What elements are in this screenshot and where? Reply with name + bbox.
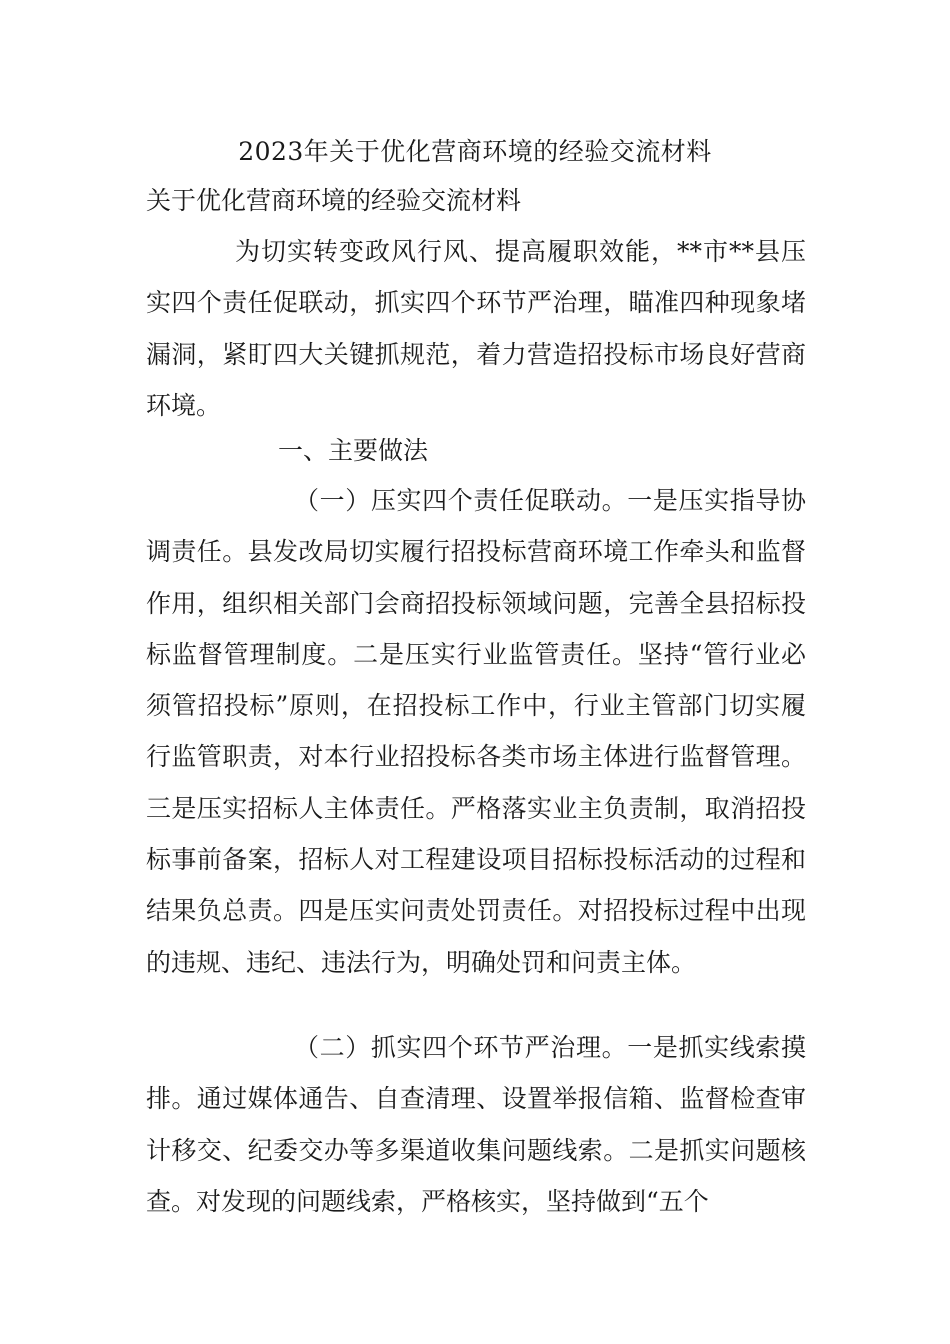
document-title: 2023年关于优化营商环境的经验交流材料 xyxy=(238,137,712,166)
paragraph-one: （一）压实四个责任促联动。一是压实指导协调责任。县发改局切实履行招投标营商环境工作牵头和监督作用，组织相关部门会商招投标领域问题，完善全县招标投标监督管理制度。二是压实行业监管责任。坚持“管行业必须管招投标”原则，在招投标工作中，行业主管部门切实履行监管职责，对本行业招投标各类市场主体进行监督管理。三是压实招标人主体责任。严格落实业主负责制，取消招投标事前备案，招标人对工程建设项目招标投标活动的过程和结果负总责。四是压实问责处罚责任。对招投标过程中出现的违规、违纪、违法行为，明确处罚和问责主体。 xyxy=(146,486,806,977)
paragraph-two: （二）抓实四个环节严治理。一是抓实线索摸排。通过媒体通告、自查清理、设置举报信箱、监督检查审计移交、纪委交办等多渠道收集问题线索。二是抓实问题核查。对发现的问题线索，严格核实，坚持做到“五个 xyxy=(146,1033,806,1216)
document-subtitle: 关于优化营商环境的经验交流材料 xyxy=(146,186,522,215)
section-heading: 一、主要做法 xyxy=(278,436,429,465)
intro-paragraph: 为切实转变政风行风、提高履职效能，**市**县压实四个责任促联动，抓实四个环节严治理，瞄准四种现象堵漏洞，紧盯四大关键抓规范，着力营造招投标市场良好营商环境。 xyxy=(146,237,806,420)
